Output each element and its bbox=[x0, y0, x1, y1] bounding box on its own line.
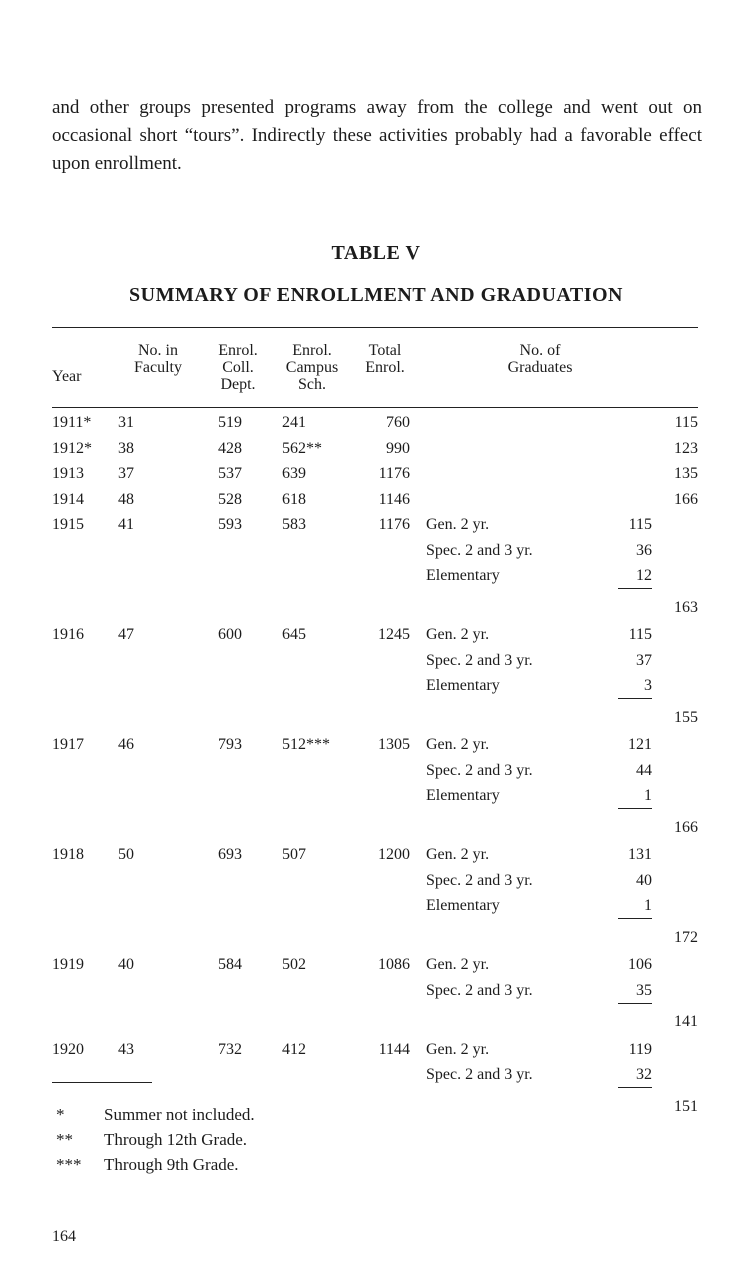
graduate-category-count: 32 bbox=[636, 1066, 652, 1083]
year-cell: 1920 bbox=[52, 1040, 84, 1058]
faculty-cell: 47 bbox=[118, 626, 134, 643]
coll-dept-cell: 428 bbox=[218, 439, 242, 457]
total-enrollment-cell: 1086 bbox=[378, 956, 410, 973]
total-enrollment-cell: 1245 bbox=[378, 626, 410, 643]
total-enrollment-cell: 1144 bbox=[378, 1040, 410, 1058]
graduate-category-label: Gen. 2 yr. bbox=[426, 956, 490, 973]
subtotal-rule bbox=[618, 588, 652, 589]
graduate-category-count: 36 bbox=[636, 541, 652, 559]
graduates-total-cell: 135 bbox=[674, 465, 698, 482]
graduates-total-cell: 155 bbox=[674, 708, 698, 726]
campus-school-cell: 412 bbox=[282, 1040, 306, 1058]
graduates-total-cell: 115 bbox=[674, 414, 698, 431]
graduate-category-label: Gen. 2 yr. bbox=[426, 626, 490, 643]
header-faculty: No. in Faculty bbox=[134, 342, 182, 376]
coll-dept-cell: 793 bbox=[218, 736, 242, 753]
faculty-cell: 41 bbox=[118, 516, 134, 533]
footnote-text: Summer not included. bbox=[104, 1105, 255, 1124]
graduates-total-cell: 141 bbox=[674, 1013, 698, 1030]
coll-dept-cell: 600 bbox=[218, 626, 242, 643]
graduate-category-label: Spec. 2 and 3 yr. bbox=[426, 871, 533, 889]
graduate-category-label: Spec. 2 and 3 yr. bbox=[426, 761, 533, 779]
graduate-category-count: 37 bbox=[636, 651, 652, 669]
campus-school-cell: 562** bbox=[282, 439, 322, 457]
graduate-category-count: 106 bbox=[628, 956, 652, 973]
graduate-category-label: Spec. 2 and 3 yr. bbox=[426, 1066, 533, 1083]
subtotal-rule bbox=[618, 1087, 652, 1088]
campus-school-cell: 512*** bbox=[282, 736, 330, 753]
footnote-text: Through 12th Grade. bbox=[104, 1130, 248, 1149]
year-cell: 1915 bbox=[52, 516, 84, 533]
graduate-category-count: 40 bbox=[636, 871, 652, 889]
graduate-category-count: 115 bbox=[628, 516, 652, 533]
graduates-total-cell: 163 bbox=[674, 598, 698, 616]
header-total: Total Enrol. bbox=[365, 342, 405, 376]
graduate-category-label: Elementary bbox=[426, 787, 500, 804]
graduate-category-count: 3 bbox=[644, 677, 652, 694]
year-cell: 1911* bbox=[52, 414, 92, 431]
subtotal-rule bbox=[618, 698, 652, 699]
total-enrollment-cell: 760 bbox=[386, 414, 410, 431]
total-enrollment-cell: 990 bbox=[386, 439, 410, 457]
total-enrollment-cell: 1305 bbox=[378, 736, 410, 753]
coll-dept-cell: 584 bbox=[218, 956, 242, 973]
subtotal-rule bbox=[618, 918, 652, 919]
year-cell: 1914 bbox=[52, 490, 84, 508]
graduate-category-label: Gen. 2 yr. bbox=[426, 1040, 490, 1058]
faculty-cell: 50 bbox=[118, 846, 134, 863]
graduate-category-label: Elementary bbox=[426, 567, 500, 584]
year-cell: 1919 bbox=[52, 956, 84, 973]
year-cell: 1913 bbox=[52, 465, 84, 482]
table-title: SUMMARY OF ENROLLMENT AND GRADUATION bbox=[129, 284, 623, 306]
campus-school-cell: 639 bbox=[282, 465, 306, 482]
header-graduates: No. of Graduates bbox=[507, 342, 573, 376]
campus-school-cell: 241 bbox=[282, 414, 306, 431]
table-top-rule bbox=[52, 327, 698, 328]
faculty-cell: 46 bbox=[118, 736, 134, 753]
year-cell: 1917 bbox=[52, 736, 84, 753]
campus-school-cell: 583 bbox=[282, 516, 306, 533]
footnote-mark: *** bbox=[56, 1155, 82, 1174]
faculty-cell: 31 bbox=[118, 414, 134, 431]
graduate-category-label: Elementary bbox=[426, 677, 500, 694]
graduate-category-count: 121 bbox=[628, 736, 652, 753]
graduate-category-count: 131 bbox=[628, 846, 652, 863]
graduate-category-label: Elementary bbox=[426, 897, 500, 914]
graduate-category-count: 1 bbox=[644, 897, 652, 914]
coll-dept-cell: 537 bbox=[218, 465, 242, 482]
coll-dept-cell: 519 bbox=[218, 414, 242, 431]
year-cell: 1912* bbox=[52, 439, 92, 457]
footnote-text: Through 9th Grade. bbox=[104, 1155, 239, 1174]
table-label: TABLE V bbox=[331, 242, 421, 264]
graduate-category-label: Spec. 2 and 3 yr. bbox=[426, 651, 533, 669]
graduate-category-count: 119 bbox=[628, 1040, 652, 1058]
graduate-category-label: Spec. 2 and 3 yr. bbox=[426, 541, 533, 559]
header-campus: Enrol. Campus Sch. bbox=[285, 342, 339, 393]
faculty-cell: 38 bbox=[118, 439, 134, 457]
coll-dept-cell: 593 bbox=[218, 516, 242, 533]
faculty-cell: 37 bbox=[118, 465, 134, 482]
coll-dept-cell: 693 bbox=[218, 846, 242, 863]
header-bottom-rule bbox=[52, 407, 698, 408]
graduates-total-cell: 123 bbox=[674, 439, 698, 457]
graduate-category-label: Spec. 2 and 3 yr. bbox=[426, 981, 533, 999]
header-coll: Enrol. Coll. Dept. bbox=[218, 342, 258, 393]
coll-dept-cell: 732 bbox=[218, 1040, 242, 1058]
faculty-cell: 40 bbox=[118, 956, 134, 973]
graduate-category-count: 44 bbox=[636, 761, 652, 779]
total-enrollment-cell: 1176 bbox=[378, 465, 410, 482]
graduate-category-label: Gen. 2 yr. bbox=[426, 846, 490, 863]
graduates-total-cell: 151 bbox=[674, 1097, 698, 1115]
campus-school-cell: 645 bbox=[282, 626, 306, 643]
subtotal-rule bbox=[618, 1003, 652, 1004]
total-enrollment-cell: 1200 bbox=[378, 846, 410, 863]
footnote-mark: * bbox=[56, 1105, 65, 1124]
total-enrollment-cell: 1176 bbox=[378, 516, 410, 533]
year-cell: 1918 bbox=[52, 846, 84, 863]
campus-school-cell: 507 bbox=[282, 846, 306, 863]
page-number: 164 bbox=[52, 1228, 76, 1245]
graduates-total-cell: 166 bbox=[674, 490, 698, 508]
graduate-category-count: 35 bbox=[636, 981, 652, 999]
graduate-category-label: Gen. 2 yr. bbox=[426, 516, 490, 533]
graduate-category-count: 1 bbox=[644, 787, 652, 804]
coll-dept-cell: 528 bbox=[218, 490, 242, 508]
header-year: Year bbox=[52, 368, 82, 385]
subtotal-rule bbox=[618, 808, 652, 809]
footnote-rule bbox=[52, 1082, 152, 1083]
campus-school-cell: 502 bbox=[282, 956, 306, 973]
faculty-cell: 48 bbox=[118, 490, 134, 508]
graduate-category-count: 115 bbox=[628, 626, 652, 643]
graduates-total-cell: 172 bbox=[674, 928, 698, 946]
faculty-cell: 43 bbox=[118, 1040, 134, 1058]
total-enrollment-cell: 1146 bbox=[378, 490, 410, 508]
graduate-category-label: Gen. 2 yr. bbox=[426, 736, 490, 753]
graduates-total-cell: 166 bbox=[674, 818, 698, 836]
year-cell: 1916 bbox=[52, 626, 84, 643]
footnote-mark: ** bbox=[56, 1130, 73, 1149]
graduate-category-count: 12 bbox=[636, 567, 652, 584]
campus-school-cell: 618 bbox=[282, 490, 306, 508]
intro-paragraph: and other groups presented programs away from the college and went out on occasional short “tours”. Indirectly these activities probably had a favorable effect upon enrollment. bbox=[52, 97, 702, 174]
